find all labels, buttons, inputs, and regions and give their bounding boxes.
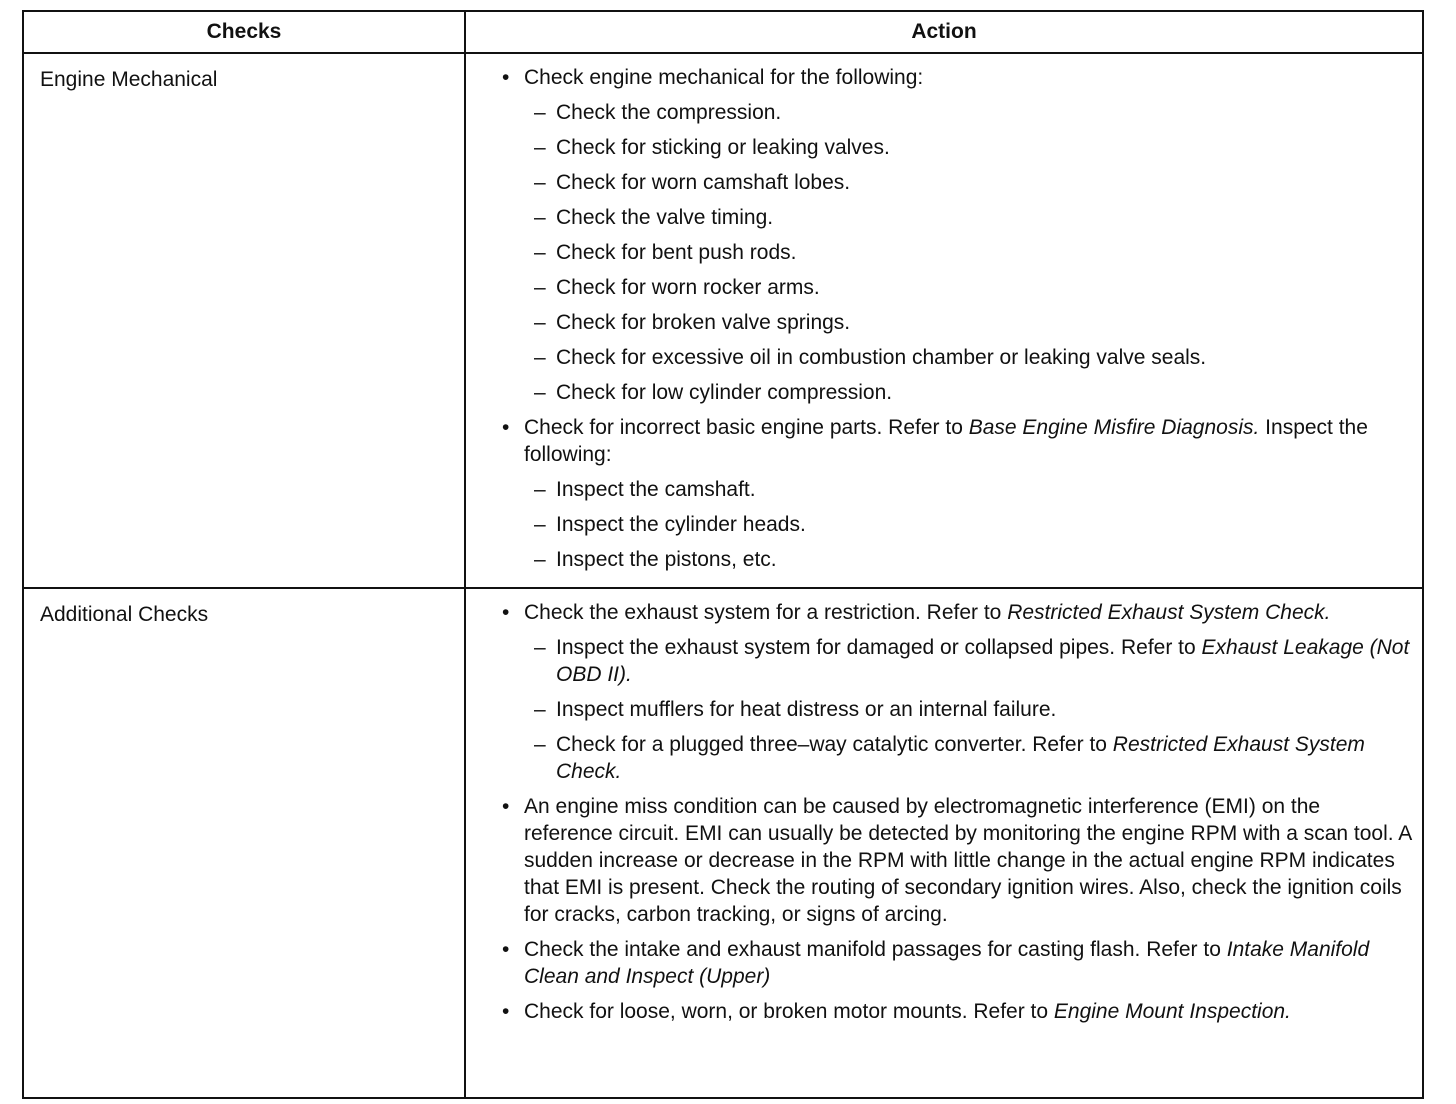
sub-step-text: Inspect the exhaust system for damaged or collapsed pipes. Refer to: [556, 636, 1202, 659]
sub-step-text: Inspect mufflers for heat distress or an internal failure.: [556, 698, 1057, 721]
sub-step-text: Check for broken valve springs.: [556, 311, 851, 334]
sub-step-item: [534, 169, 1414, 196]
action-text: Check engine mechanical for the following:: [524, 66, 924, 89]
sub-step-text: Inspect the pistons, etc.: [556, 548, 777, 571]
table-row: [23, 588, 1423, 1098]
action-text: An engine miss condition can be caused by electromagnetic interference (EMI) on the reference circuit. EMI can usually be detected by monitoring the engine RPM with a scan tool. A sudden increase or decrease in the RPM with little change in the actual engine RPM indicates that EMI is present. Check the routing of secondary ignition wires. Also, check the ignition coils for cracks, carbon tracking, or signs of arcing.: [524, 795, 1412, 926]
reference-link[interactable]: Exhaust Leakage (Not OBD II).: [556, 636, 1410, 686]
action-bullet-item: [500, 793, 1414, 928]
action-bullet-item: [500, 998, 1414, 1025]
reference-link[interactable]: Restricted Exhaust System Check.: [1007, 601, 1331, 624]
sub-step-item: [534, 634, 1414, 688]
sub-step-item: [534, 344, 1414, 371]
sub-step-item: [534, 204, 1414, 231]
action-text: Check the exhaust system for a restriction. Refer to: [524, 601, 1008, 624]
sub-step-item: [534, 696, 1414, 723]
checks-table-container: [22, 10, 1424, 1099]
sub-step-text: Check for a plugged three–way catalytic converter. Refer to: [556, 733, 1113, 756]
action-cell: [465, 588, 1423, 1098]
action-bullet-list: [500, 64, 1414, 573]
action-bullet-item: [500, 414, 1414, 573]
sub-step-text: Check for sticking or leaking valves.: [556, 136, 890, 159]
check-name-cell: Engine Mechanical: [23, 53, 465, 588]
sub-step-item: [534, 309, 1414, 336]
action-text: Check for loose, worn, or broken motor mounts. Refer to: [524, 1000, 1054, 1023]
action-column-header: Action: [465, 11, 1423, 53]
action-bullet-item: [500, 64, 1414, 406]
sub-step-text: Check for bent push rods.: [556, 241, 797, 264]
table-body: [23, 53, 1423, 1098]
sub-step-item: [534, 99, 1414, 126]
checks-table: [22, 10, 1424, 1099]
reference-link[interactable]: Restricted Exhaust System Check.: [556, 733, 1365, 783]
sub-step-item: [534, 731, 1414, 785]
sub-step-list: [534, 634, 1414, 785]
sub-step-text: Check for worn rocker arms.: [556, 276, 820, 299]
action-cell: [465, 53, 1423, 588]
sub-step-item: [534, 239, 1414, 266]
sub-step-item: [534, 511, 1414, 538]
check-name-cell: Additional Checks: [23, 588, 465, 1098]
action-text-tail: Inspect the following:: [524, 416, 1368, 466]
action-bullet-item: [500, 936, 1414, 990]
sub-step-item: [534, 379, 1414, 406]
sub-step-item: [534, 134, 1414, 161]
sub-step-list: [534, 476, 1414, 573]
action-text: Check for incorrect basic engine parts. Refer to: [524, 416, 969, 439]
sub-step-item: [534, 546, 1414, 573]
reference-link[interactable]: Engine Mount Inspection.: [1053, 1000, 1291, 1023]
sub-step-text: Check for excessive oil in combustion chamber or leaking valve seals.: [556, 346, 1207, 369]
reference-link[interactable]: Base Engine Misfire Diagnosis.: [968, 416, 1260, 439]
sub-step-text: Inspect the cylinder heads.: [556, 513, 806, 536]
sub-step-text: Check for worn camshaft lobes.: [556, 171, 851, 194]
reference-link[interactable]: Intake Manifold Clean and Inspect (Upper): [524, 938, 1370, 988]
header-row: [23, 11, 1423, 53]
action-text: Check the intake and exhaust manifold passages for casting flash. Refer to: [524, 938, 1227, 961]
action-bullet-item: [500, 599, 1414, 785]
checks-column-header: Checks: [23, 11, 465, 53]
sub-step-text: Check the compression.: [556, 101, 782, 124]
sub-step-list: [534, 99, 1414, 406]
action-bullet-list: [500, 599, 1414, 1025]
sub-step-text: Inspect the camshaft.: [556, 478, 756, 501]
table-row: [23, 53, 1423, 588]
sub-step-text: Check for low cylinder compression.: [556, 381, 893, 404]
sub-step-text: Check the valve timing.: [556, 206, 774, 229]
sub-step-item: [534, 274, 1414, 301]
sub-step-item: [534, 476, 1414, 503]
